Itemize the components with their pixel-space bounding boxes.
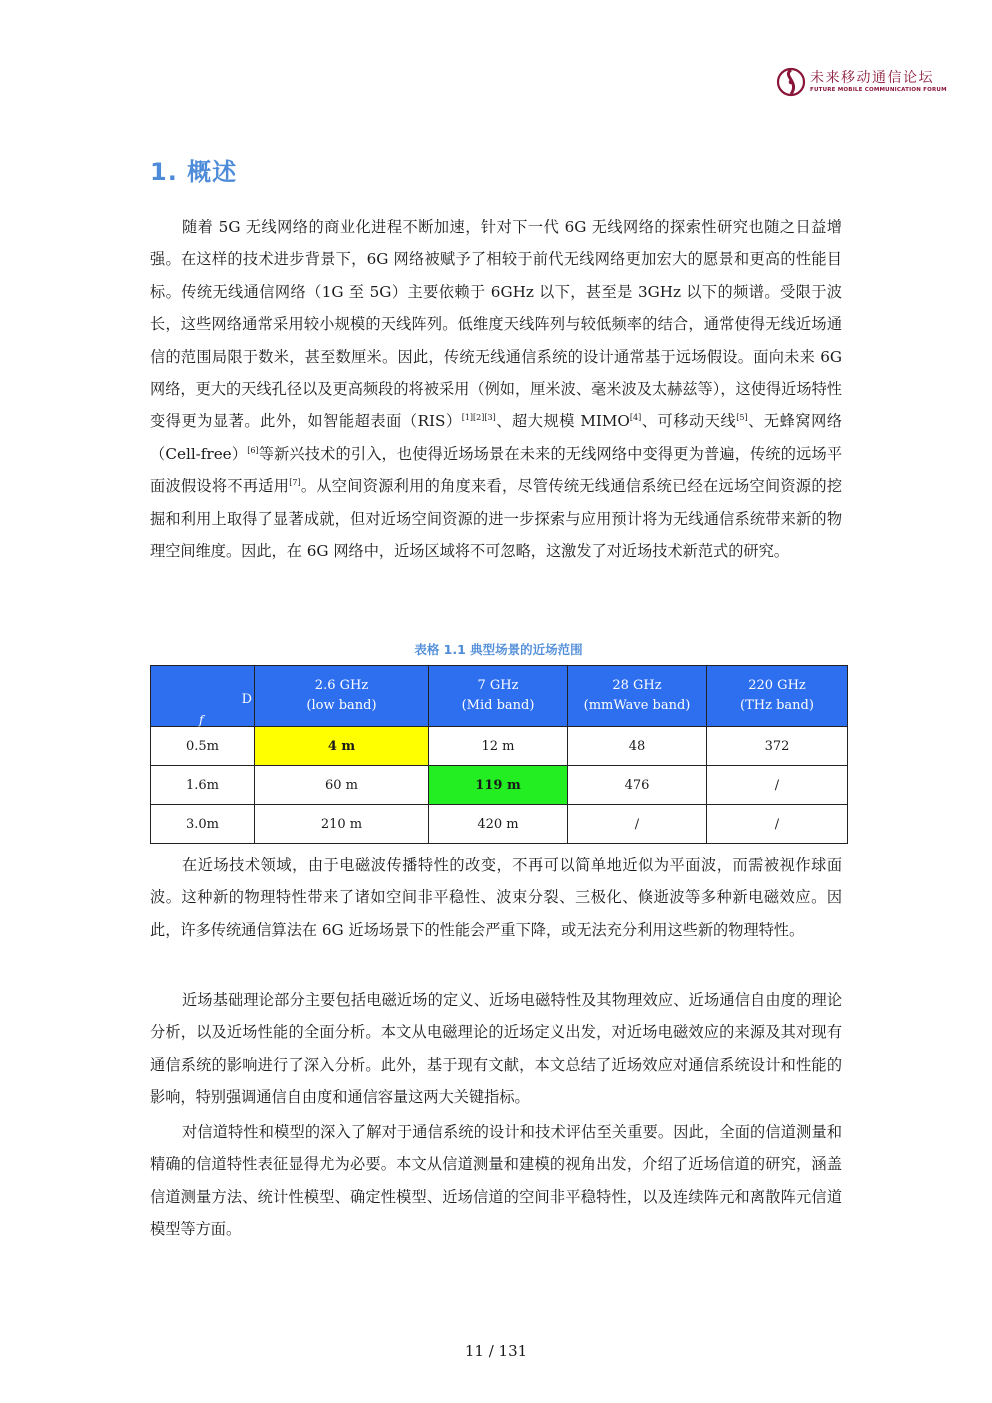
citation-ref[interactable]: [5] bbox=[736, 413, 748, 423]
forum-logo-icon bbox=[776, 66, 806, 98]
table-cell: 48 bbox=[568, 727, 707, 766]
paragraph-intro: 随着 5G 无线网络的商业化进程不断加速，针对下一代 6G 无线网络的探索性研究也随之日益增强。在这样的技术进步背景下，6G 网络被赋予了相较于前代无线网络更加宏大的愿景和更高的性能目标。传统无线通信网络（1G 至 5G）主要依赖于 6GHz 以下，甚至是 3GHz 以下的频谱。受限于波长，这些网络通常采用较小规模的天线阵列。低维度天线阵列与较低频率的结合，通常使得无线近场通信的范围局限于数米，甚至数厘米。因此，传统无线通信系统的设计通常基于远场假设。面向未来 6G 网络，更大的天线孔径以及更高频段的将被采用（例如，厘米波、毫米波及太赫兹等），这使得近场特性变得更为显著。此外，如智能超表面（RIS）[1][2][3]、超大规模 MIMO[4]、可移动天线[5]、无蜂窝网络（Cell-free）[6]等新兴技术的引入，也使得近场场景在未来的无线网络中变得更为普遍，传统的远场平面波假设将不再适用[7]。从空间资源利用的角度来看，尽管传统无线通信系统已经在远场空间资源的挖掘和利用上取得了显著成就，但对近场空间资源的进一步探索与应用预计将为无线通信系统带来新的物理空间维度。因此，在 6G 网络中，近场区域将不可忽略，这激发了对近场技术新范式的研究。 bbox=[150, 218, 843, 561]
table-cell: 420 m bbox=[429, 805, 568, 844]
table-caption: 表格 1.1 典型场景的近场范围 bbox=[414, 642, 583, 657]
table-cell: 210 m bbox=[255, 805, 429, 844]
table-row bbox=[151, 727, 848, 766]
table-cell: 476 bbox=[568, 766, 707, 805]
paragraph-channel-model: 对信道特性和模型的深入了解对于通信系统的设计和技术评估至关重要。因此，全面的信道测量和精确的信道特性表征显得尤为必要。本文从信道测量和建模的视角出发，介绍了近场信道的研究，涵盖信道测量方法、统计性模型、确定性模型、近场信道的空间非平稳特性，以及连续阵元和离散阵元信道模型等方面。 bbox=[150, 1123, 842, 1239]
logo-chinese-text: 未来移动通信论坛 bbox=[810, 70, 934, 86]
table-header-cell: 7 GHz (Mid band) bbox=[429, 666, 568, 727]
table-corner-cell bbox=[151, 666, 255, 727]
table-cell: / bbox=[707, 805, 848, 844]
near-field-range-table bbox=[150, 665, 848, 844]
citation-ref[interactable]: [6] bbox=[247, 445, 259, 455]
citation-ref[interactable]: [1][2][3] bbox=[461, 413, 496, 423]
row-label: 0.5m bbox=[151, 727, 255, 766]
row-label: 1.6m bbox=[151, 766, 255, 805]
paragraph-near-field-effects: 在近场技术领域，由于电磁波传播特性的改变，不再可以简单地近似为平面波，而需被视作球面波。这种新的物理特性带来了诸如空间非平稳性、波束分裂、三极化、倏逝波等多种新电磁效应。因此，许多传统通信算法在 6G 近场场景下的性能会严重下降，或无法充分利用这些新的物理特性。 bbox=[150, 856, 842, 939]
table-header-row bbox=[151, 666, 848, 727]
table-cell: 60 m bbox=[255, 766, 429, 805]
corner-label-d: D bbox=[241, 692, 252, 707]
row-label: 3.0m bbox=[151, 805, 255, 844]
citation-ref[interactable]: [4] bbox=[629, 413, 642, 423]
paragraph-theory: 近场基础理论部分主要包括电磁近场的定义、近场电磁特性及其物理效应、近场通信自由度的理论分析，以及近场性能的全面分析。本文从电磁理论的近场定义出发，对近场电磁效应的来源及其对现有通信系统的影响进行了深入分析。此外，基于现有文献，本文总结了近场效应对通信系统设计和性能的影响，特别强调通信自由度和通信容量这两大关键指标。 bbox=[150, 991, 842, 1107]
table-cell: / bbox=[707, 766, 848, 805]
corner-label-f: f bbox=[199, 713, 204, 727]
table-header-cell: 220 GHz (THz band) bbox=[707, 666, 848, 727]
table-cell: 12 m bbox=[429, 727, 568, 766]
table-header-cell: 28 GHz (mmWave band) bbox=[568, 666, 707, 727]
table-cell-highlighted: 119 m bbox=[429, 766, 568, 805]
table-header-cell: 2.6 GHz (low band) bbox=[255, 666, 429, 727]
table-cell: / bbox=[568, 805, 707, 844]
table-row bbox=[151, 766, 848, 805]
table-cell-highlighted: 4 m bbox=[255, 727, 429, 766]
page-number: 11 / 131 bbox=[464, 1342, 528, 1360]
table-row bbox=[151, 805, 848, 844]
table-cell: 372 bbox=[707, 727, 848, 766]
section-title: 1. 概述 bbox=[150, 158, 238, 186]
logo-english-text: FUTURE MOBILE COMMUNICATION FORUM bbox=[810, 87, 947, 93]
citation-ref[interactable]: [7] bbox=[289, 478, 301, 488]
